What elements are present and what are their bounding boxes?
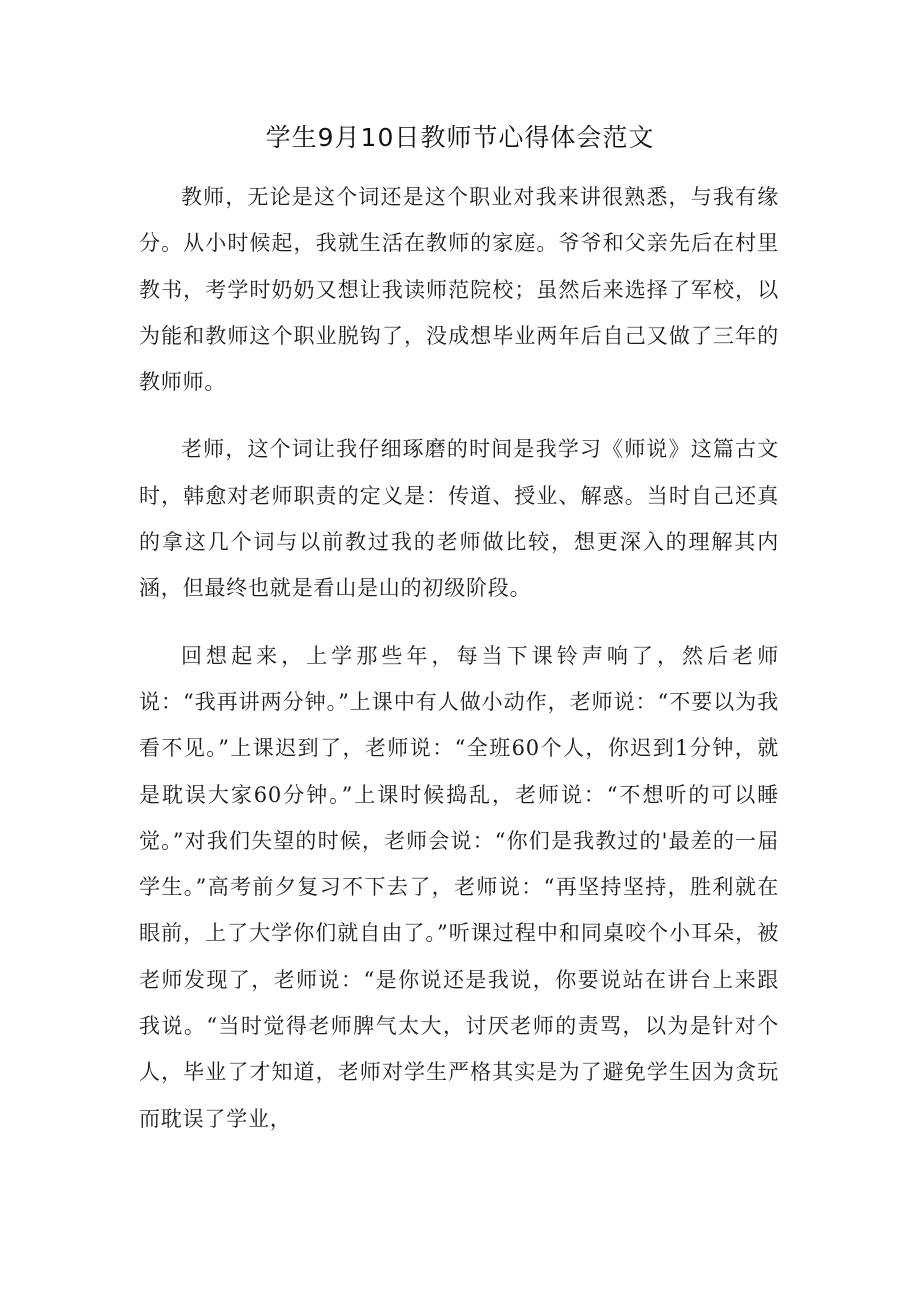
paragraph-3: 回想起来，上学那些年，每当下课铃声响了，然后老师说：“我再讲两分钟。”上课中有人做小动作，老师说：“不要以为我看不见。”上课迟到了，老师说：“全班60个人，你迟到1分钟，就是耽误大家60分钟。”上课时候捣乱，老师说：“不想听的可以睡觉。”对我们失望的时候，老师会说：“你们是我教过的'最差的一届学生。”高考前夕复习不下去了，老师说：“再坚持坚持，胜利就在眼前，上了大学你们就自由了。”听课过程中和同桌咬个小耳朵，被老师发现了，老师说：“是你说还是我说，你要说站在讲台上来跟我说。“当时觉得老师脾气太大，讨厌老师的责骂，以为是针对个人，毕业了才知道，老师对学生严格其实是为了避免学生因为贪玩而耽误了学业， xyxy=(139,643,779,1131)
paragraph-1: 教师，无论是这个词还是这个职业对我来讲很熟悉，与我有缘分。从小时候起，我就生活在教师的家庭。爷爷和父亲先后在村里教书，考学时奶奶又想让我读师范院校；虽然后来选择了军校，以为能和教师这个职业脱钩了，没成想毕业两年后自己又做了三年的教师师。 xyxy=(139,185,779,395)
document-body xyxy=(139,174,779,1142)
paragraph-2: 老师，这个词让我仔细琢磨的时间是我学习《师说》这篇古文时，韩愈对老师职责的定义是：传道、授业、解惑。当时自己还真的拿这几个词与以前教过我的老师做比较，想更深入的理解其内涵，但最终也就是看山是山的初级阶段。 xyxy=(139,437,779,601)
document-title: 学生9月10日教师节心得体会范文 xyxy=(265,123,655,152)
